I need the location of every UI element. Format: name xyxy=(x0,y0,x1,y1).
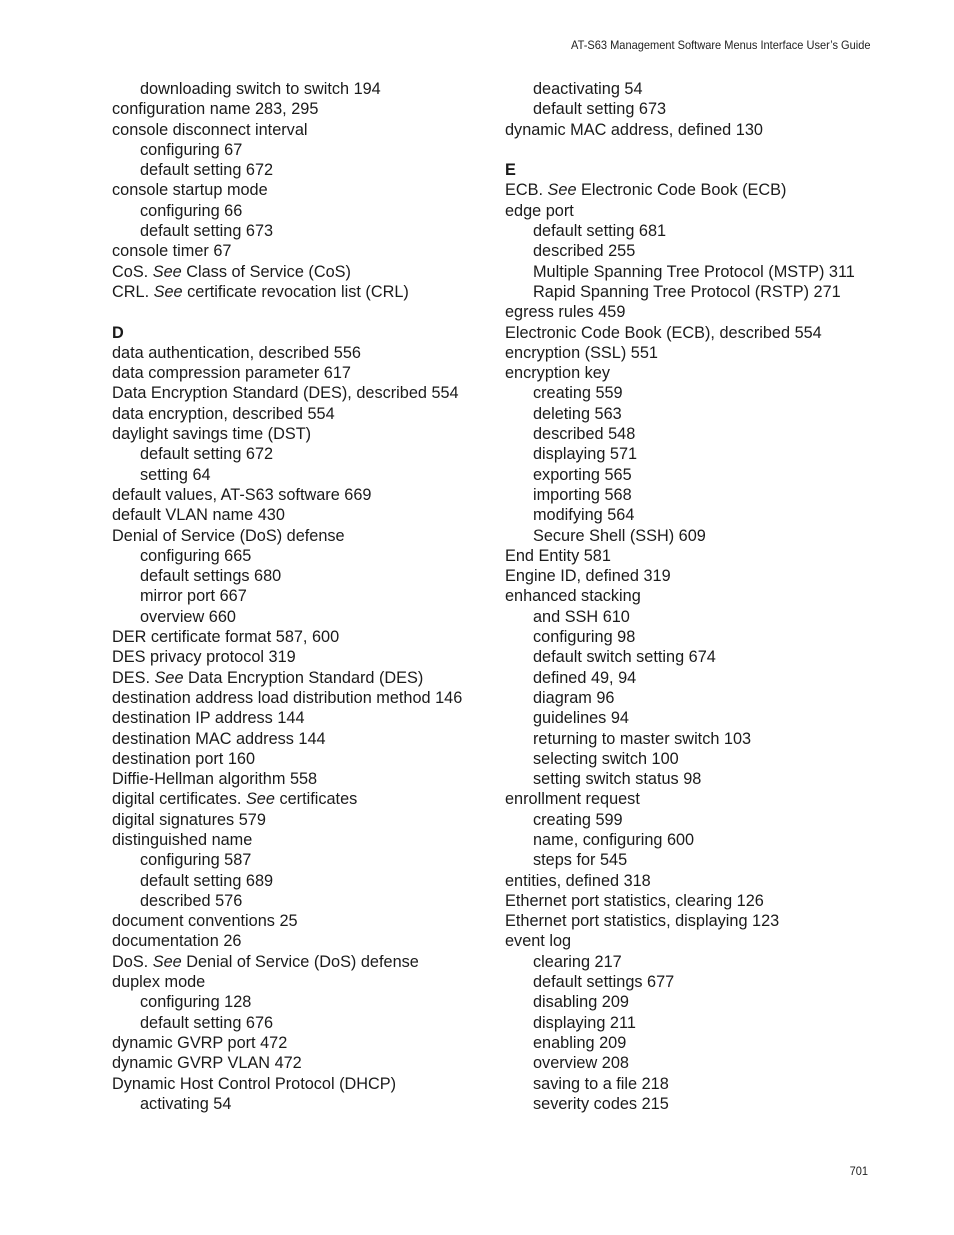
section-letter: D xyxy=(112,323,124,342)
index-entry: Data Encryption Standard (DES), described 554 xyxy=(112,384,459,403)
index-subentry: activating 54 xyxy=(140,1094,232,1113)
index-entry: Denial of Service (DoS) defense xyxy=(112,526,345,545)
index-entry: dynamic GVRP port 472 xyxy=(112,1033,288,1052)
index-entry: dynamic MAC address, defined 130 xyxy=(505,120,763,139)
index-subentry: deactivating 54 xyxy=(533,80,643,98)
index-entry: duplex mode xyxy=(112,973,206,992)
see-keyword: See xyxy=(153,282,183,301)
index-entry: data encryption, described 554 xyxy=(112,404,335,423)
section-letter: E xyxy=(505,161,516,180)
index-subentry: defined 49, 94 xyxy=(533,668,637,687)
index-subentry: setting 64 xyxy=(140,465,211,484)
index-entry: enhanced stacking xyxy=(505,587,641,606)
page-number: 701 xyxy=(849,1164,868,1178)
index-subentry: Secure Shell (SSH) 609 xyxy=(533,526,706,545)
index-subentry: described 576 xyxy=(140,891,243,910)
index-entry: Engine ID, defined 319 xyxy=(505,567,671,586)
index-subentry: steps for 545 xyxy=(533,851,628,870)
index-subentry: creating 599 xyxy=(533,810,623,829)
index-subentry: overview 208 xyxy=(533,1054,629,1073)
index-subentry: default setting 672 xyxy=(140,161,274,180)
index-subentry: default setting 673 xyxy=(140,222,274,241)
index-entry: console disconnect interval xyxy=(112,120,308,139)
index-entry: DER certificate format 587, 600 xyxy=(112,628,340,647)
index-subentry: mirror port 667 xyxy=(140,587,247,606)
index-subentry: default settings 680 xyxy=(140,567,282,586)
see-target: certificates xyxy=(274,790,358,809)
index-column-left xyxy=(112,79,482,1114)
section-spacer xyxy=(112,302,482,322)
index-subentry: default setting 681 xyxy=(533,222,667,241)
index-entry: edge port xyxy=(505,201,574,220)
index-subentry: configuring 665 xyxy=(140,546,252,565)
index-subentry: displaying 211 xyxy=(533,1013,636,1032)
index-entry: egress rules 459 xyxy=(505,303,626,322)
index-entry: document conventions 25 xyxy=(112,912,298,931)
index-subentry: downloading switch to switch 194 xyxy=(140,80,381,98)
index-entry: console timer 67 xyxy=(112,242,232,261)
see-term: DES. xyxy=(112,668,155,687)
index-entry: Ethernet port statistics, displaying 123 xyxy=(505,912,780,931)
index-see-reference xyxy=(112,789,482,809)
index-see-reference xyxy=(112,952,482,972)
index-entry: event log xyxy=(505,932,572,951)
index-entry: default values, AT-S63 software 669 xyxy=(112,485,372,504)
index-entry: Electronic Code Book (ECB), described 554 xyxy=(505,323,822,342)
see-keyword: See xyxy=(152,262,182,281)
index-entry: Diffie-Hellman algorithm 558 xyxy=(112,770,318,789)
see-term: DoS. xyxy=(112,952,153,971)
index-entry: documentation 26 xyxy=(112,932,242,951)
index-entry: End Entity 581 xyxy=(505,546,611,565)
index-entry: default VLAN name 430 xyxy=(112,506,285,525)
see-keyword: See xyxy=(547,181,577,200)
index-entry: console startup mode xyxy=(112,181,268,200)
index-subentry: default setting 673 xyxy=(533,100,667,119)
see-target: Class of Service (CoS) xyxy=(181,262,351,281)
see-term: CoS. xyxy=(112,262,153,281)
index-subentry: severity codes 215 xyxy=(533,1094,669,1113)
index-subentry: default setting 672 xyxy=(140,445,274,464)
index-entry: Dynamic Host Control Protocol (DHCP) xyxy=(112,1074,397,1093)
index-subentry: modifying 564 xyxy=(533,506,635,525)
index-subentry: diagram 96 xyxy=(533,688,615,707)
see-keyword: See xyxy=(152,952,182,971)
index-entry: digital signatures 579 xyxy=(112,810,266,829)
index-subentry: importing 568 xyxy=(533,485,632,504)
index-subentry: selecting switch 100 xyxy=(533,749,679,768)
index-subentry: setting switch status 98 xyxy=(533,770,702,789)
index-entry: distinguished name xyxy=(112,830,253,849)
index-entry: configuration name 283, 295 xyxy=(112,100,319,119)
index-column-right xyxy=(505,79,875,1114)
index-entry: daylight savings time (DST) xyxy=(112,425,312,444)
see-target: Data Encryption Standard (DES) xyxy=(183,668,424,687)
see-target: Electronic Code Book (ECB) xyxy=(576,181,787,200)
index-entry: data authentication, described 556 xyxy=(112,343,361,362)
index-subentry: Rapid Spanning Tree Protocol (RSTP) 271 xyxy=(533,282,841,301)
index-see-reference xyxy=(505,180,875,200)
index-subentry: described 548 xyxy=(533,425,636,444)
index-subentry: default setting 689 xyxy=(140,871,274,890)
index-subentry: configuring 128 xyxy=(140,993,252,1012)
see-term: digital certificates. xyxy=(112,790,246,809)
index-subentry: enabling 209 xyxy=(533,1033,627,1052)
index-entry: Ethernet port statistics, clearing 126 xyxy=(505,891,764,910)
index-subentry: configuring 67 xyxy=(140,140,243,159)
index-entry: destination address load distribution method 146 xyxy=(112,688,463,707)
see-keyword: See xyxy=(154,668,184,687)
index-subentry: default settings 677 xyxy=(533,973,675,992)
index-entry: encryption (SSL) 551 xyxy=(505,343,658,362)
index-subentry: guidelines 94 xyxy=(533,709,629,728)
see-term: ECB. xyxy=(505,181,548,200)
running-header: AT-S63 Management Software Menus Interface User’s Guide xyxy=(570,38,870,52)
index-subentry: described 255 xyxy=(533,242,636,261)
index-subentry: configuring 66 xyxy=(140,201,243,220)
index-entry: data compression parameter 617 xyxy=(112,364,351,383)
index-subentry: clearing 217 xyxy=(533,952,622,971)
index-subentry: default setting 676 xyxy=(140,1013,274,1032)
index-subentry: disabling 209 xyxy=(533,993,629,1012)
index-subentry: displaying 571 xyxy=(533,445,638,464)
index-subentry: exporting 565 xyxy=(533,465,632,484)
index-entry: DES privacy protocol 319 xyxy=(112,648,296,667)
index-subentry: saving to a file 218 xyxy=(533,1074,669,1093)
index-subentry: name, configuring 600 xyxy=(533,830,695,849)
index-entry: destination MAC address 144 xyxy=(112,729,326,748)
index-subentry: configuring 587 xyxy=(140,851,252,870)
index-entry: destination port 160 xyxy=(112,749,256,768)
index-subentry: Multiple Spanning Tree Protocol (MSTP) 311 xyxy=(533,262,855,281)
see-target: certificate revocation list (CRL) xyxy=(182,282,409,301)
index-entry: dynamic GVRP VLAN 472 xyxy=(112,1054,302,1073)
index-entry: entities, defined 318 xyxy=(505,871,651,890)
index-subentry: deleting 563 xyxy=(533,404,622,423)
index-subentry: overview 660 xyxy=(140,607,236,626)
see-keyword: See xyxy=(245,790,275,809)
index-entry: encryption key xyxy=(505,364,610,383)
index-subentry: default switch setting 674 xyxy=(533,648,716,667)
section-spacer xyxy=(505,140,875,160)
index-see-reference xyxy=(112,668,482,688)
index-subentry: and SSH 610 xyxy=(533,607,630,626)
see-term: CRL. xyxy=(112,282,154,301)
index-subentry: configuring 98 xyxy=(533,628,636,647)
index-see-reference xyxy=(112,282,482,302)
index-entry: destination IP address 144 xyxy=(112,709,305,728)
index-entry: enrollment request xyxy=(505,790,640,809)
index-subentry: returning to master switch 103 xyxy=(533,729,752,748)
index-subentry: creating 559 xyxy=(533,384,623,403)
see-target: Denial of Service (DoS) defense xyxy=(181,952,419,971)
index-see-reference xyxy=(112,262,482,282)
